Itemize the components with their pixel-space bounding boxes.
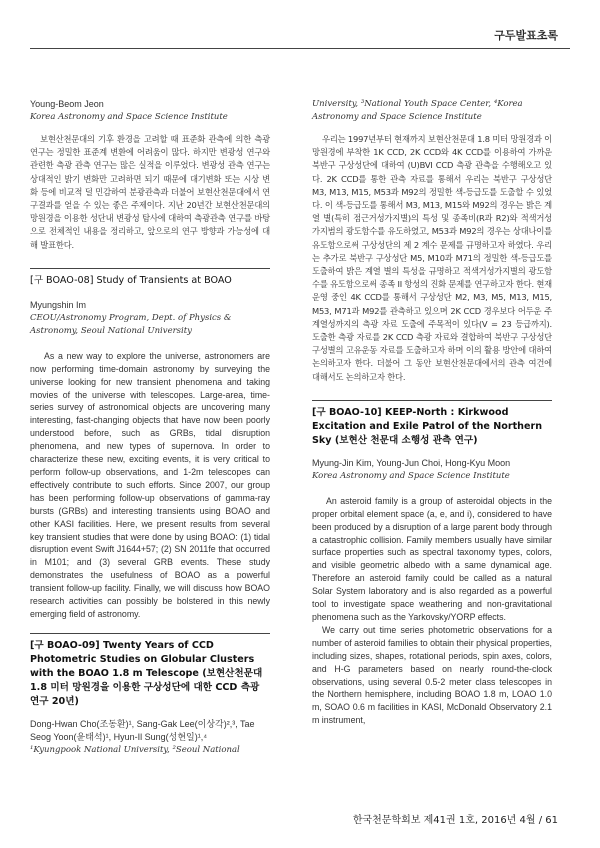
s8-author: Myungshin Im <box>30 299 87 310</box>
s10-abstract-p1: An asteroid family is a group of asteroidal objects in the proper orbital element space (a, e, and i), considered to have been produced by a disruption of a large parent body through a catastrophic collision. Family members usually have similar surface properties such as spectral taxonomy types, colors, and visible geometric albedo with a same dynamical age. Therefore an asteroid family could be called as a natural Solar System laboratory and is also regarded as a powerful tool to investigate space weathering and non-gravitational phenomena such as the Yarkovsky/YORP effects. <box>312 495 552 623</box>
s9-abstract: 우리는 1997년부터 현재까지 보현산천문대 1.8 미터 망원경과 이 망원경에 부착한 1K CCD, 2K CCD와 4K CCD를 이용하여 가까운 북반구 구상성단에 대하여 (U)BVI CCD 측광 관측을 수행해오고 있다. 2K CCD를 통한 관측 자료를 통해서 우리는 북반구 구상성단 M3, M13, M15, M53과 M92의 정밀한 색-등급도를 도출할 수 있었다. 이 색-등급도를 통해서 M3, M13, M15와 M92의 경우는 밝은 계열 별(특히 점근거성가지별)의 특성 및 종족비(R과 R2)와 적색거성가지범의 광도함수를 유도하였고, M53과 M92의 경우는 상대나이를 유도함으로써 구상성단의 제 2 계수 문제를 규명하고자 하였다. 우리는 추가로 북반구 구상성단 M5, M10과 M71의 정밀한 색-등급도를 도출하여 밝은 계열 별의 특성을 규명하고 적색거성가지별의 광도함수를 유도함으로써 종족 II 항성의 진화 문제를 연구하고자 한다. 현재 운영 중인 4K CCD를 통해서 구상성단 M2, M3, M5, M13, M15, M53, M71과 M92를 관측하고 있으며 2K CCD 경우보다 어두운 주계열성까지의 측광 자료 도출에 주목적이 있다(V = 23 등급까지). 도출한 측광 자료를 2K CCD 측광 자료와 결합하여 북반구 구상성단 구성별의 고유운동 자료를 도출하고자 하며 이의 활용 방안에 대하여 논의하고자 한다. 더불어 그 동안 보현산천문대에서의 관측 여건에 대해서도 논의하고자 한다. <box>312 134 552 382</box>
s8-title: [구 BOAO-08] Study of Transients at BOAO <box>30 268 270 288</box>
s10-abstract-p2: We carry out time series photometric observations for a number of asteroid families to obtain their physical properties, including sizes, shapes, rotational periods, spin axes, colors, and H-G parameters based on nearly round-the-clock observations, using several 0.5-2 meter class telescopes in the Northern hemisphere, including BOAO 1.8 m, LOAO 1.0 m, SOAO 0.6 m facilities in KASI, McDonald Observatory 2.1 m instrument, <box>312 624 552 726</box>
s8-affiliation: CEOU/Astronomy Program, Dept. of Physics & Astronomy, Seoul National University <box>30 312 232 336</box>
top-abstract: 보현산천문대의 기후 환경을 고려할 때 표준화 관측에 의한 측광연구는 정밀한 표준계 변환에 어려움이 많다. 하지만 변광성 연구와 관련한 측광 관측 연구는 많은 실적을 이루었다. 변광성 관측 연구는 상대적인 밝기 변화만 고려하면 되기 때문에 대기변화 또는 시상 변화 등에 비교적 덜 민감하여 분광관측과 더불어 보현산천문대에서 연구결과를 얻을 수 있는 좋은 주제이다. 지난 20년간 보현산천문대의 망원경을 이용한 성단내 변광성 탐사에 대하여 측광관측 연구를 바탕으로 전체적인 내용을 정리하고, 앞으로의 연구 방향과 가능성에 대해 발표한다. <box>30 134 270 250</box>
header-rule <box>30 48 570 49</box>
s9-affiliation: ¹Kyungpook National University, ²Seoul National <box>30 744 240 755</box>
top-affiliation: Korea Astronomy and Space Science Institute <box>30 112 228 122</box>
s9-authors: Dong-Hwan Cho(조동환)¹, Sang-Gak Lee(이상각)²,³, Tae Seog Yoon(윤태석)¹, Hyun-Il Sung(성현일)¹,⁴ <box>30 718 255 742</box>
journal-footer: 한국천문학회보 제41권 1호, 2016년 4월 / 61 <box>352 815 558 826</box>
s9-affiliation-cont: University, ³National Youth Space Center, ⁴Korea Astronomy and Space Science Institute <box>312 99 523 122</box>
section-tag: 구두발표초록 <box>494 29 558 42</box>
right-column <box>312 98 552 727</box>
s10-title: [구 BOAO-10] KEEP-North : Kirkwood Excitation and Exile Patrol of the Northern Sky (보현산 천문대 소행성 관측 연구) <box>312 400 552 448</box>
left-column <box>30 98 270 757</box>
s8-abstract: As a new way to explore the universe, astronomers are now performing time-domain astronomy by surveying the universe looking for new transient phenomena and taking movies of the universe with telescopes. Large-area, time-series survey of astronomical objects are uncovering many interesting, fast-changing objects that have now been poorly understood before, such as GRBs, tidal disruption phenomena, and new types of supernova. In order to characterize these new, exciting events, it is very critical to perform follow-up observations, and 1-2m telescopes can effectively contribute to such efforts. Since 2007, our group has been performing follow-up observations of gamma-ray bursts (GRBs) and interesting transients using BOAO and other KASI facilities. Here, we present results from several key transient studies that were done by using BOAO: (1) tidal disruption event Swift J1644+57; (2) SN 2011fe that occurred in M101; and (3) several GRB events. These study demonstrates the usefulness of BOAO as a powerful transient follow-up facility. Finally, we will discuss how BOAO research activities can possibly be bolstered in this newly emerging field of astronomy. <box>30 350 270 619</box>
s10-authors: Myung-Jin Kim, Young-Jun Choi, Hong-Kyu Moon <box>312 457 511 468</box>
top-author: Young-Beom Jeon <box>30 99 104 109</box>
s9-title: [구 BOAO-09] Twenty Years of CCD Photometric Studies on Globular Clusters with the BOAO 1.8 m Telescope (보현산천문대 1.8 미터 망원경을 이용한 구상성단에 대한 CCD 측광 연구 20년) <box>30 633 270 709</box>
s10-affiliation: Korea Astronomy and Space Science Institute <box>312 470 510 481</box>
